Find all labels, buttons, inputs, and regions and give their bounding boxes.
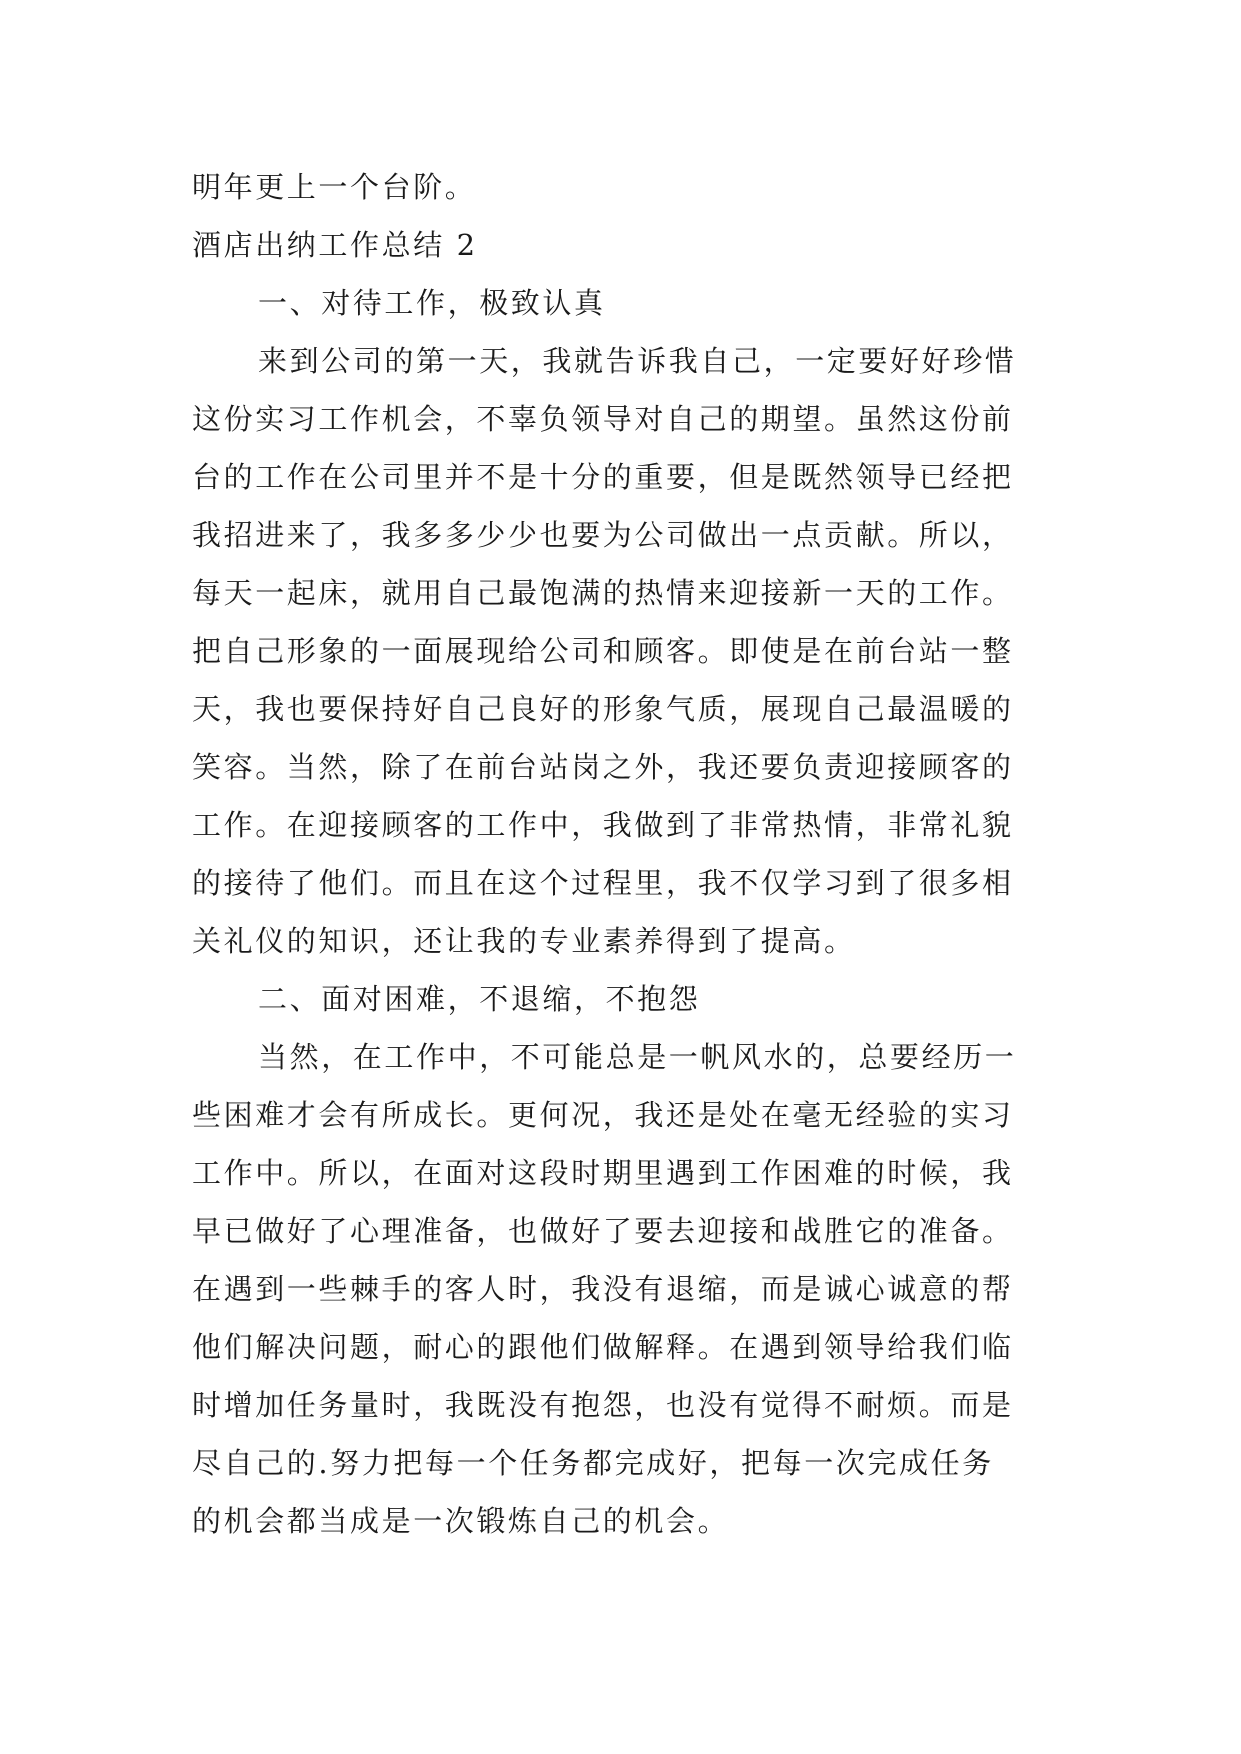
paragraph-line: 尽自己的.努力把每一个任务都完成好，把每一次完成任务 xyxy=(192,1446,994,1480)
paragraph-continuation: 明年更上一个台阶。 xyxy=(192,170,477,204)
paragraph-line: 工作。在迎接顾客的工作中，我做到了非常热情，非常礼貌 xyxy=(192,808,1014,842)
section-title: 酒店出纳工作总结 2 xyxy=(192,228,478,262)
paragraph-line: 这份实习工作机会，不辜负领导对自己的期望。虽然这份前 xyxy=(192,402,1014,436)
paragraph-line: 关礼仪的知识，还让我的专业素养得到了提高。 xyxy=(192,924,856,958)
paragraph-line: 我招进来了，我多多少少也要为公司做出一点贡献。所以， xyxy=(192,518,1014,552)
paragraph-line: 台的工作在公司里并不是十分的重要，但是既然领导已经把 xyxy=(192,460,1014,494)
paragraph-line: 当然，在工作中，不可能总是一帆风水的，总要经历一 xyxy=(258,1040,1017,1074)
paragraph-line: 早已做好了心理准备，也做好了要去迎接和战胜它的准备。 xyxy=(192,1214,1014,1248)
paragraph-line: 些困难才会有所成长。更何况，我还是处在毫无经验的实习 xyxy=(192,1098,1014,1132)
document-body xyxy=(192,158,1062,1550)
paragraph-line: 工作中。所以，在面对这段时期里遇到工作困难的时候，我 xyxy=(192,1156,1014,1190)
subheading-1: 一、对待工作，极致认真 xyxy=(258,286,606,320)
paragraph-line: 把自己形象的一面展现给公司和顾客。即使是在前台站一整 xyxy=(192,634,1014,668)
paragraph-line: 的机会都当成是一次锻炼自己的机会。 xyxy=(192,1504,730,1538)
paragraph-line: 的接待了他们。而且在这个过程里，我不仅学习到了很多相 xyxy=(192,866,1014,900)
paragraph-line: 他们解决问题，耐心的跟他们做解释。在遇到领导给我们临 xyxy=(192,1330,1014,1364)
paragraph-line: 天，我也要保持好自己良好的形象气质，展现自己最温暖的 xyxy=(192,692,1014,726)
paragraph-line: 在遇到一些棘手的客人时，我没有退缩，而是诚心诚意的帮 xyxy=(192,1272,1014,1306)
subheading-2: 二、面对困难，不退缩，不抱怨 xyxy=(258,982,701,1016)
paragraph-line: 每天一起床，就用自己最饱满的热情来迎接新一天的工作。 xyxy=(192,576,1014,610)
paragraph-line: 时增加任务量时，我既没有抱怨，也没有觉得不耐烦。而是 xyxy=(192,1388,1014,1422)
paragraph-line: 笑容。当然，除了在前台站岗之外，我还要负责迎接顾客的 xyxy=(192,750,1014,784)
paragraph-line: 来到公司的第一天，我就告诉我自己，一定要好好珍惜 xyxy=(258,344,1017,378)
